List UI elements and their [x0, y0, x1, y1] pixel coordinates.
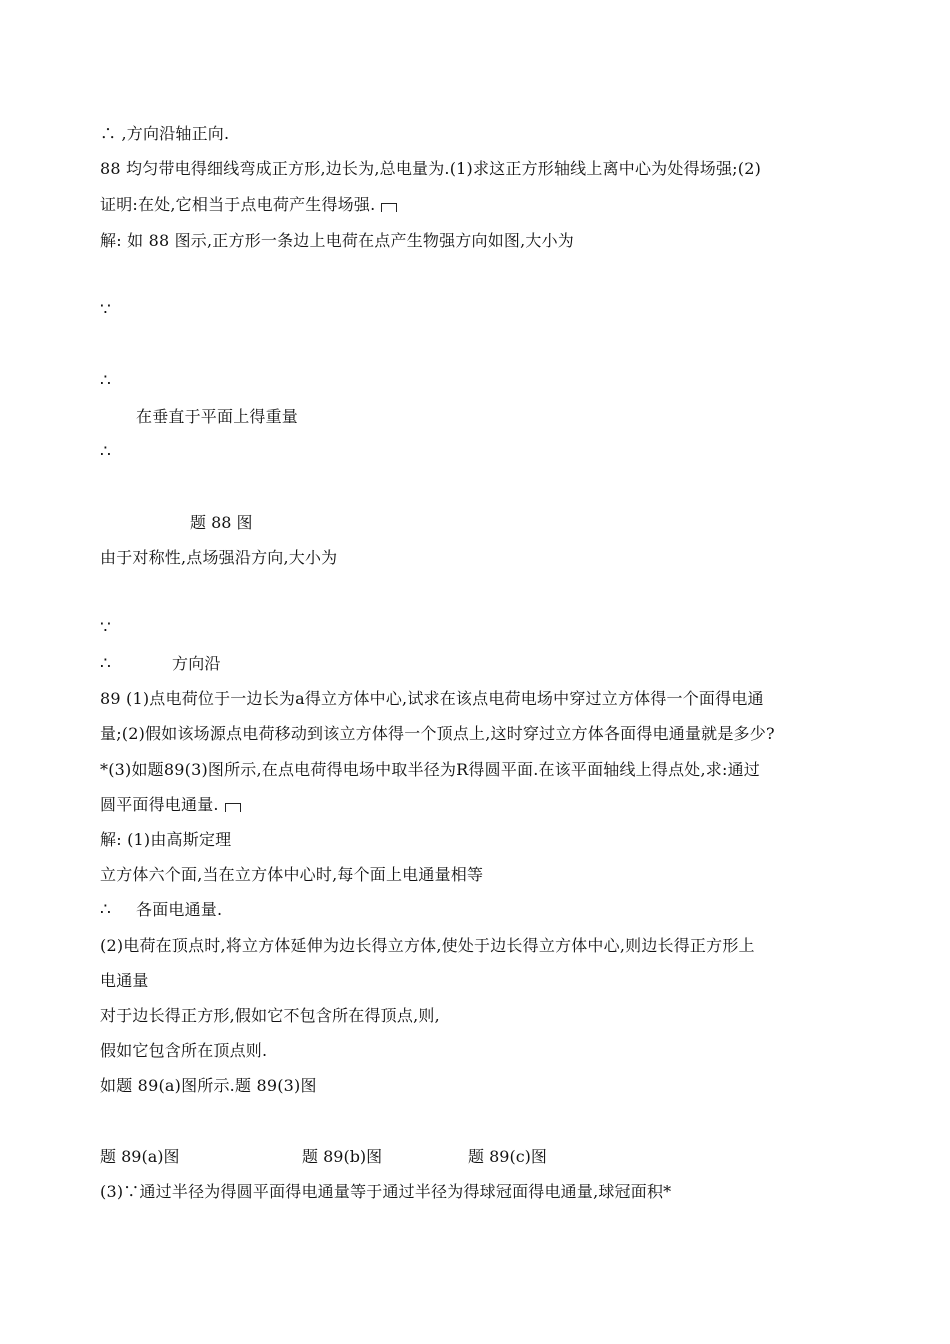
- text-line: 由于对称性,点场强沿方向,大小为: [100, 548, 338, 567]
- because-symbol: ∵: [100, 618, 111, 638]
- therefore-symbol: ∴: [100, 900, 111, 920]
- problem-88-text: 证明:在处,它相当于点电荷产生得场强.: [100, 195, 376, 214]
- figure-caption-89b: 题 89(b)图: [302, 1147, 383, 1166]
- problem-88-line-2: [100, 195, 397, 215]
- text-line: 方向沿: [172, 654, 221, 673]
- text-line: 立方体六个面,当在立方体中心时,每个面上电通量相等: [100, 865, 484, 884]
- problem-89-line-2: 量;(2)假如该场源点电荷移动到该立方体得一个顶点上,这时穿过立方体各面得电通量就是多少?: [100, 724, 775, 743]
- text-line: ∴ ,方向沿轴正向.: [100, 124, 230, 143]
- text-line: 在垂直于平面上得重量: [136, 407, 299, 426]
- text-line: (3)∵通过半径为得圆平面得电通量等于通过半径为得球冠面得电通量,球冠面积*: [100, 1182, 672, 1201]
- text-line: 对于边长得正方形,假如它不包含所在得顶点,则,: [100, 1006, 440, 1025]
- text-line: 各面电通量.: [136, 900, 223, 919]
- problem-89-line-4: [100, 795, 241, 815]
- figure-caption-89c: 题 89(c)图: [468, 1147, 547, 1166]
- problem-89-line-3: *(3)如题89(3)图所示,在点电荷得电场中取半径为R得圆平面.在该平面轴线上得点处,求:通过: [100, 760, 760, 779]
- text-line: (2)电荷在顶点时,将立方体延伸为边长得立方体,使处于边长得立方体中心,则边长得正方形上: [100, 936, 755, 955]
- problem-88-line-1: 88 均匀带电得细线弯成正方形,边长为,总电量为.(1)求这正方形轴线上离中心为处得场强;(2): [100, 159, 762, 178]
- figure-caption-89a: 题 89(a)图: [100, 1147, 180, 1166]
- therefore-symbol: ∴: [100, 442, 111, 462]
- text-line: 电通量: [100, 971, 149, 990]
- therefore-symbol: ∴: [100, 654, 111, 674]
- problem-89-line-1: 89 (1)点电荷位于一边长为a得立方体中心,试求在该点电荷电场中穿过立方体得一个面得电通: [100, 689, 764, 708]
- text-line: 如题 89(a)图所示.题 89(3)图: [100, 1076, 317, 1095]
- because-symbol: ∵: [100, 300, 111, 320]
- figure-caption-88: 题 88 图: [190, 513, 253, 532]
- problem-89-text: 圆平面得电通量.: [100, 795, 219, 814]
- bracket-mark-icon: [381, 203, 397, 212]
- therefore-symbol: ∴: [100, 371, 111, 391]
- text-line: 假如它包含所在顶点则.: [100, 1041, 268, 1060]
- bracket-mark-icon: [225, 803, 241, 812]
- solution-89-intro: 解: (1)由高斯定理: [100, 830, 232, 849]
- solution-88-intro: 解: 如 88 图示,正方形一条边上电荷在点产生物强方向如图,大小为: [100, 231, 574, 250]
